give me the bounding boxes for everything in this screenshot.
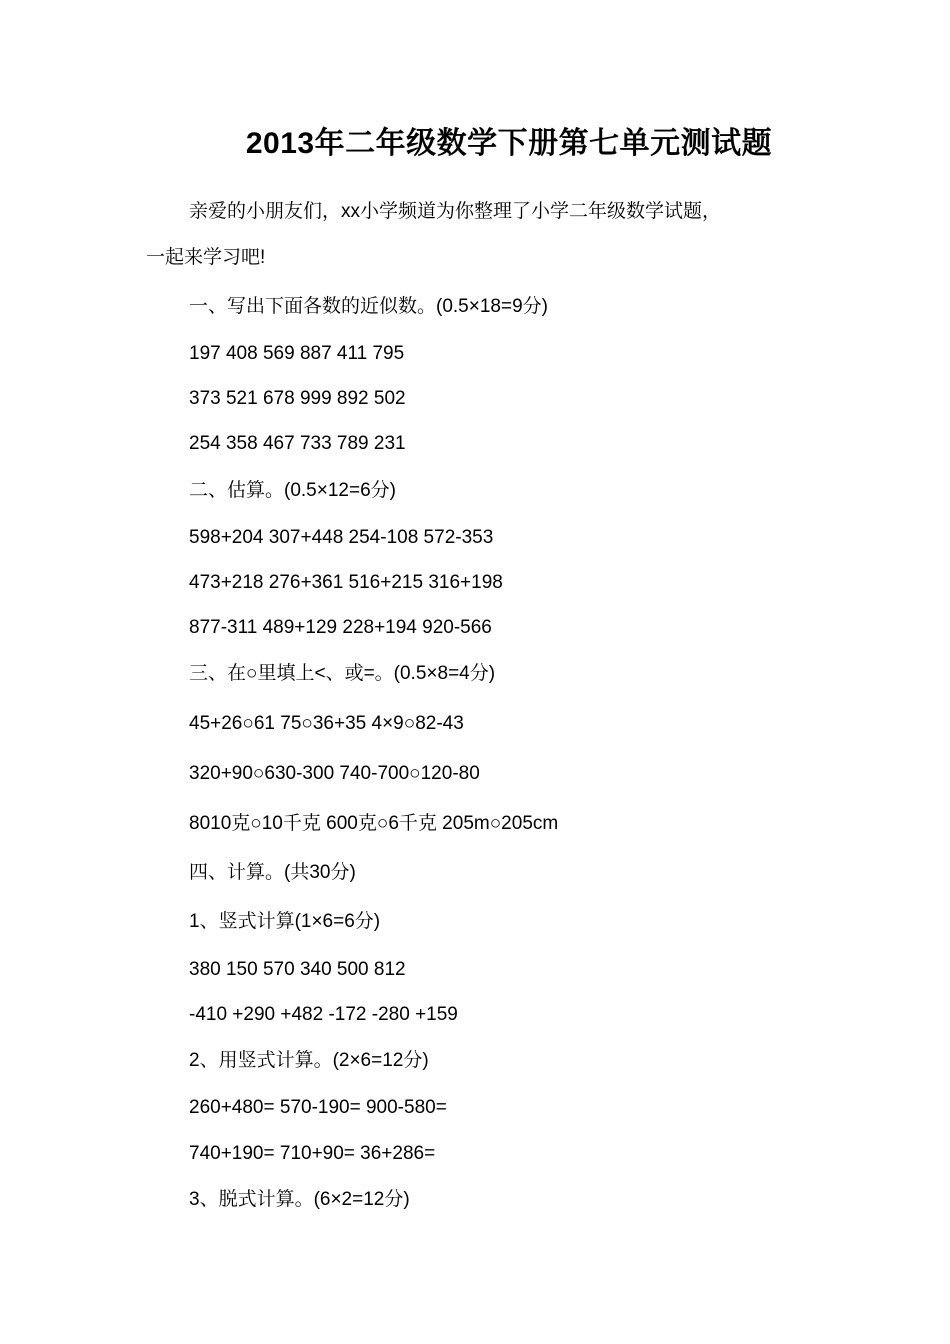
section-1-heading: 一、写出下面各数的近似数。(0.5×18=9分) — [189, 296, 548, 317]
section-4-heading: 四、计算。(共30分) — [189, 862, 356, 883]
content-line: 254 358 467 733 789 231 — [189, 433, 406, 454]
content-line: 197 408 569 887 411 795 — [189, 343, 405, 364]
subsection-heading: 3、脱式计算。(6×2=12分) — [189, 1189, 410, 1210]
content-line: 598+204 307+448 254-108 572-353 — [189, 527, 494, 548]
intro-line-1: 亲爱的小朋友们，xx小学频道为你整理了小学二年级数学试题， — [189, 201, 722, 222]
content-line: 8010克○10千克 600克○6千克 205m○205cm — [189, 813, 559, 834]
content-line: 260+480= 570-190= 900-580= — [189, 1097, 447, 1118]
subsection-heading: 2、用竖式计算。(2×6=12分) — [189, 1050, 429, 1071]
content-line: 473+218 276+361 516+215 316+198 — [189, 572, 503, 593]
section-3-heading: 三、在○里填上<、或=。(0.5×8=4分) — [189, 663, 496, 684]
content-line: 877-311 489+129 228+194 920-566 — [189, 617, 492, 638]
content-line: -410 +290 +482 -172 -280 +159 — [189, 1004, 458, 1025]
content-line: 45+26○61 75○36+35 4×9○82-43 — [189, 713, 464, 734]
content-line: 373 521 678 999 892 502 — [189, 388, 406, 409]
subsection-heading: 1、竖式计算(1×6=6分) — [189, 911, 381, 932]
section-2-heading: 二、估算。(0.5×12=6分) — [189, 480, 396, 501]
intro-line-2: 一起来学习吧! — [146, 247, 266, 268]
content-line: 740+190= 710+90= 36+286= — [189, 1143, 436, 1164]
content-line: 320+90○630-300 740-700○120-80 — [189, 763, 480, 784]
document-title: 2013年二年级数学下册第七单元测试题 — [245, 127, 773, 160]
content-line: 380 150 570 340 500 812 — [189, 959, 406, 980]
